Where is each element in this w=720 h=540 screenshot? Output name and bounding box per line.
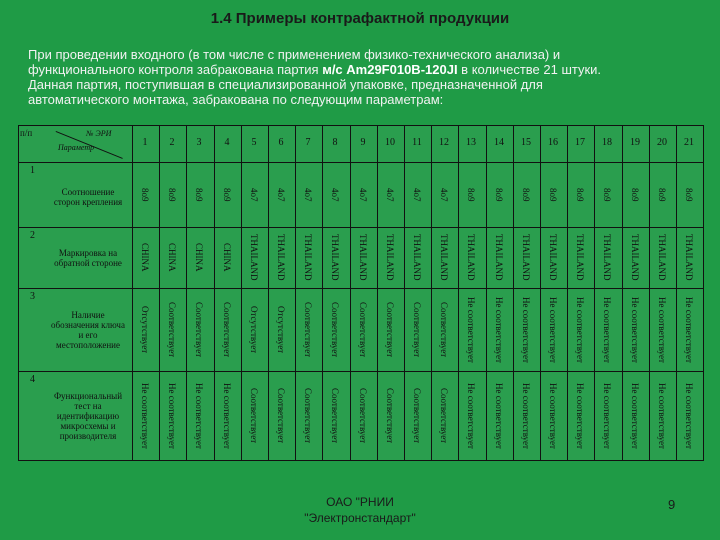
cell-value: 4о7 <box>303 187 313 202</box>
footer-line-2: "Электронстандарт" <box>304 511 416 525</box>
cell-value: 4о7 <box>358 187 368 202</box>
slide-title: 1.4 Примеры контрафактной продукции <box>210 10 510 27</box>
cell-value: Соответствует <box>385 301 395 358</box>
table-cell <box>622 373 648 458</box>
table-cell <box>132 164 158 225</box>
column-header: 15 <box>521 137 531 148</box>
column-header: 21 <box>684 137 694 148</box>
cell-value: Не соответствует <box>657 296 667 363</box>
cell-value: 8о9 <box>140 187 150 202</box>
column-header: 7 <box>305 137 311 148</box>
column-header: 12 <box>439 137 449 148</box>
cell-value: CHINA <box>194 243 204 272</box>
table-cell <box>513 290 539 369</box>
cell-value: THAILAND <box>330 234 340 281</box>
cell-value: THAILAND <box>657 234 667 281</box>
table-cell <box>649 229 675 286</box>
header-eri-number: № ЭРИ <box>86 129 112 138</box>
table-cell <box>404 373 430 458</box>
table-cell <box>676 229 702 286</box>
cell-value: Соответствует <box>439 301 449 358</box>
table-cell <box>567 164 593 225</box>
table-cell <box>567 229 593 286</box>
row-number-2: 2 <box>30 230 35 241</box>
cell-value: THAILAND <box>630 234 640 281</box>
table-cell <box>295 164 321 225</box>
cell-value: THAILAND <box>575 234 585 281</box>
intro-line-2 <box>28 62 698 77</box>
table-cell <box>159 229 185 286</box>
cell-value: Отсутствует <box>249 305 259 354</box>
cell-value: Отсутствует <box>276 305 286 354</box>
intro-line-2-start: функционального контроля забракована партия <box>28 62 323 77</box>
cell-value: Соответствует <box>303 301 313 358</box>
cell-value: Не соответствует <box>684 382 694 449</box>
table-cell <box>431 229 457 286</box>
table-cell <box>431 164 457 225</box>
cell-value: 8о9 <box>657 187 667 202</box>
table-cell <box>350 164 376 225</box>
table-cell <box>241 290 267 369</box>
table-cell <box>513 164 539 225</box>
cell-value: Соответствует <box>358 301 368 358</box>
table-cell <box>431 290 457 369</box>
table-cell <box>458 164 484 225</box>
part-number: м/с Am29F010B-120JI <box>322 62 458 77</box>
table-cell <box>268 164 294 225</box>
row-label-1: Соотношение сторон крепления <box>53 187 123 207</box>
table-cell <box>132 290 158 369</box>
table-cell <box>350 373 376 458</box>
cell-value: Не соответствует <box>548 296 558 363</box>
table-cell <box>159 164 185 225</box>
cell-value: 8о9 <box>575 187 585 202</box>
cell-value: Не соответствует <box>167 382 177 449</box>
cell-value: 8о9 <box>494 187 504 202</box>
table-border-bottom <box>18 460 704 461</box>
cell-value: THAILAND <box>249 234 259 281</box>
table-cell <box>622 290 648 369</box>
column-header: 16 <box>548 137 558 148</box>
footer-organization <box>240 494 480 526</box>
table-cell <box>322 290 348 369</box>
row-number-3: 3 <box>30 291 35 302</box>
row-divider-1 <box>18 227 704 228</box>
cell-value: 8о9 <box>548 187 558 202</box>
cell-value: Не соответствует <box>657 382 667 449</box>
table-cell <box>540 229 566 286</box>
cell-value: Не соответствует <box>521 382 531 449</box>
cell-value: 8о9 <box>167 187 177 202</box>
cell-value: THAILAND <box>303 234 313 281</box>
row-label-3: Наличие обозначения ключа и его местоположение <box>51 310 125 350</box>
cell-value: 4о7 <box>385 187 395 202</box>
table-cell <box>322 373 348 458</box>
cell-value: Соответствует <box>358 387 368 444</box>
cell-value: THAILAND <box>385 234 395 281</box>
row-label-4: Функциональный тест на идентификацию микросхемы и производителя <box>53 391 123 441</box>
column-header: 18 <box>602 137 612 148</box>
cell-value: Соответствует <box>303 387 313 444</box>
table-cell <box>676 290 702 369</box>
column-header: 6 <box>278 137 284 148</box>
table-cell <box>513 229 539 286</box>
cell-value: Не соответствует <box>630 382 640 449</box>
table-cell <box>540 164 566 225</box>
table-cell <box>186 373 212 458</box>
cell-value: Отсутствует <box>140 305 150 354</box>
table-border-top <box>18 125 704 126</box>
table-cell <box>458 373 484 458</box>
table-cell <box>241 373 267 458</box>
table-cell <box>377 164 403 225</box>
cell-value: 4о7 <box>276 187 286 202</box>
table-cell <box>132 373 158 458</box>
table-cell <box>649 290 675 369</box>
column-header: 3 <box>196 137 202 148</box>
footer-line-1: ОАО "РНИИ <box>326 495 394 509</box>
cell-value: 4о7 <box>249 187 259 202</box>
cell-value: Не соответствует <box>575 382 585 449</box>
table-cell <box>458 290 484 369</box>
table-cell <box>214 164 240 225</box>
cell-value: Соответствует <box>330 387 340 444</box>
cell-value: Соответствует <box>167 301 177 358</box>
intro-line-4: автоматического монтажа, забракована по следующим параметрам: <box>28 92 444 107</box>
intro-paragraph <box>28 47 698 107</box>
table-cell <box>322 229 348 286</box>
header-parameter: Параметр <box>58 143 95 152</box>
intro-line-1: При проведении входного (в том числе с применением физико-технического анализа) и <box>28 47 561 62</box>
table-cell <box>594 373 620 458</box>
cell-value: THAILAND <box>521 234 531 281</box>
table-cell <box>486 290 512 369</box>
cell-value: THAILAND <box>412 234 422 281</box>
cell-value: Не соответствует <box>140 382 150 449</box>
table-cell <box>377 290 403 369</box>
table-cell <box>404 164 430 225</box>
column-header: 9 <box>360 137 366 148</box>
column-header: 2 <box>169 137 175 148</box>
table-cell <box>594 290 620 369</box>
cell-value: THAILAND <box>602 234 612 281</box>
cell-value: 8о9 <box>521 187 531 202</box>
table-border-right <box>703 125 704 461</box>
cell-value: Не соответствует <box>521 296 531 363</box>
column-header: 14 <box>494 137 504 148</box>
table-cell <box>676 164 702 225</box>
table-cell <box>159 290 185 369</box>
column-header: 13 <box>466 137 476 148</box>
cell-value: Соответствует <box>249 387 259 444</box>
table-cell <box>649 164 675 225</box>
intro-line-2-end: в количестве 21 штуки. <box>457 62 602 77</box>
cell-value: 4о7 <box>412 187 422 202</box>
defect-table <box>18 125 704 461</box>
cell-value: Соответствует <box>330 301 340 358</box>
cell-value: Соответствует <box>222 301 232 358</box>
cell-value: THAILAND <box>684 234 694 281</box>
table-cell <box>594 164 620 225</box>
table-cell <box>268 373 294 458</box>
table-border-left <box>18 125 19 461</box>
cell-value: Соответствует <box>194 301 204 358</box>
cell-value: Соответствует <box>276 387 286 444</box>
cell-value: 4о7 <box>439 187 449 202</box>
row-number-4: 4 <box>30 374 35 385</box>
column-header: 17 <box>575 137 585 148</box>
column-header: 5 <box>251 137 257 148</box>
cell-value: Не соответствует <box>602 382 612 449</box>
table-cell <box>241 229 267 286</box>
table-cell <box>486 373 512 458</box>
column-header: 10 <box>385 137 395 148</box>
table-cell <box>322 164 348 225</box>
cell-value: CHINA <box>167 243 177 272</box>
table-cell <box>649 373 675 458</box>
column-header: 20 <box>657 137 667 148</box>
column-header: 1 <box>142 137 148 148</box>
table-cell <box>540 373 566 458</box>
table-cell <box>295 373 321 458</box>
table-cell <box>377 229 403 286</box>
cell-value: THAILAND <box>494 234 504 281</box>
header-row-divider <box>18 162 704 163</box>
cell-value: 4о7 <box>330 187 340 202</box>
cell-value: 8о9 <box>222 187 232 202</box>
cell-value: THAILAND <box>439 234 449 281</box>
table-cell <box>295 290 321 369</box>
table-cell <box>159 373 185 458</box>
cell-value: Не соответствует <box>194 382 204 449</box>
cell-value: 8о9 <box>630 187 640 202</box>
cell-value: Соответствует <box>412 387 422 444</box>
table-cell <box>486 164 512 225</box>
table-cell <box>132 229 158 286</box>
table-cell <box>540 290 566 369</box>
cell-value: Не соответствует <box>494 382 504 449</box>
table-cell <box>404 229 430 286</box>
row-number-1: 1 <box>30 165 35 176</box>
table-cell <box>214 229 240 286</box>
cell-value: Соответствует <box>439 387 449 444</box>
table-cell <box>622 229 648 286</box>
table-cell <box>350 290 376 369</box>
table-cell <box>268 290 294 369</box>
cell-value: 8о9 <box>466 187 476 202</box>
table-cell <box>594 229 620 286</box>
column-header: 4 <box>224 137 230 148</box>
table-cell <box>214 373 240 458</box>
column-header: 8 <box>332 137 338 148</box>
cell-value: Не соответствует <box>222 382 232 449</box>
cell-value: Соответствует <box>385 387 395 444</box>
cell-value: Не соответствует <box>630 296 640 363</box>
column-header: 11 <box>412 137 422 148</box>
cell-value: THAILAND <box>276 234 286 281</box>
header-pn: п/п <box>20 128 33 138</box>
row-divider-3 <box>18 371 704 372</box>
row-divider-2 <box>18 288 704 289</box>
cell-value: Не соответствует <box>466 296 476 363</box>
table-cell <box>377 373 403 458</box>
cell-value: THAILAND <box>466 234 476 281</box>
table-cell <box>513 373 539 458</box>
cell-value: THAILAND <box>548 234 558 281</box>
cell-value: Не соответствует <box>575 296 585 363</box>
table-cell <box>676 373 702 458</box>
cell-value: Не соответствует <box>548 382 558 449</box>
cell-value: 8о9 <box>602 187 612 202</box>
table-cell <box>567 290 593 369</box>
table-cell <box>186 290 212 369</box>
table-cell <box>268 229 294 286</box>
cell-value: THAILAND <box>358 234 368 281</box>
cell-value: Не соответствует <box>602 296 612 363</box>
table-cell <box>186 229 212 286</box>
intro-line-3: Данная партия, поступившая в специализированной упаковке, предназначенной для <box>28 77 543 92</box>
table-cell <box>431 373 457 458</box>
table-cell <box>567 373 593 458</box>
table-cell <box>486 229 512 286</box>
cell-value: CHINA <box>222 243 232 272</box>
cell-value: CHINA <box>140 243 150 272</box>
column-header: 19 <box>630 137 640 148</box>
cell-value: Не соответствует <box>466 382 476 449</box>
row-label-2: Маркировка на обратной стороне <box>54 248 122 268</box>
table-cell <box>214 290 240 369</box>
cell-value: Не соответствует <box>494 296 504 363</box>
cell-value: Не соответствует <box>684 296 694 363</box>
table-cell <box>350 229 376 286</box>
table-cell <box>186 164 212 225</box>
table-cell <box>458 229 484 286</box>
table-cell <box>241 164 267 225</box>
table-cell <box>622 164 648 225</box>
cell-value: Соответствует <box>412 301 422 358</box>
cell-value: 8о9 <box>194 187 204 202</box>
table-cell <box>404 290 430 369</box>
page-number: 9 <box>668 497 676 512</box>
cell-value: 8о9 <box>684 187 694 202</box>
table-cell <box>295 229 321 286</box>
